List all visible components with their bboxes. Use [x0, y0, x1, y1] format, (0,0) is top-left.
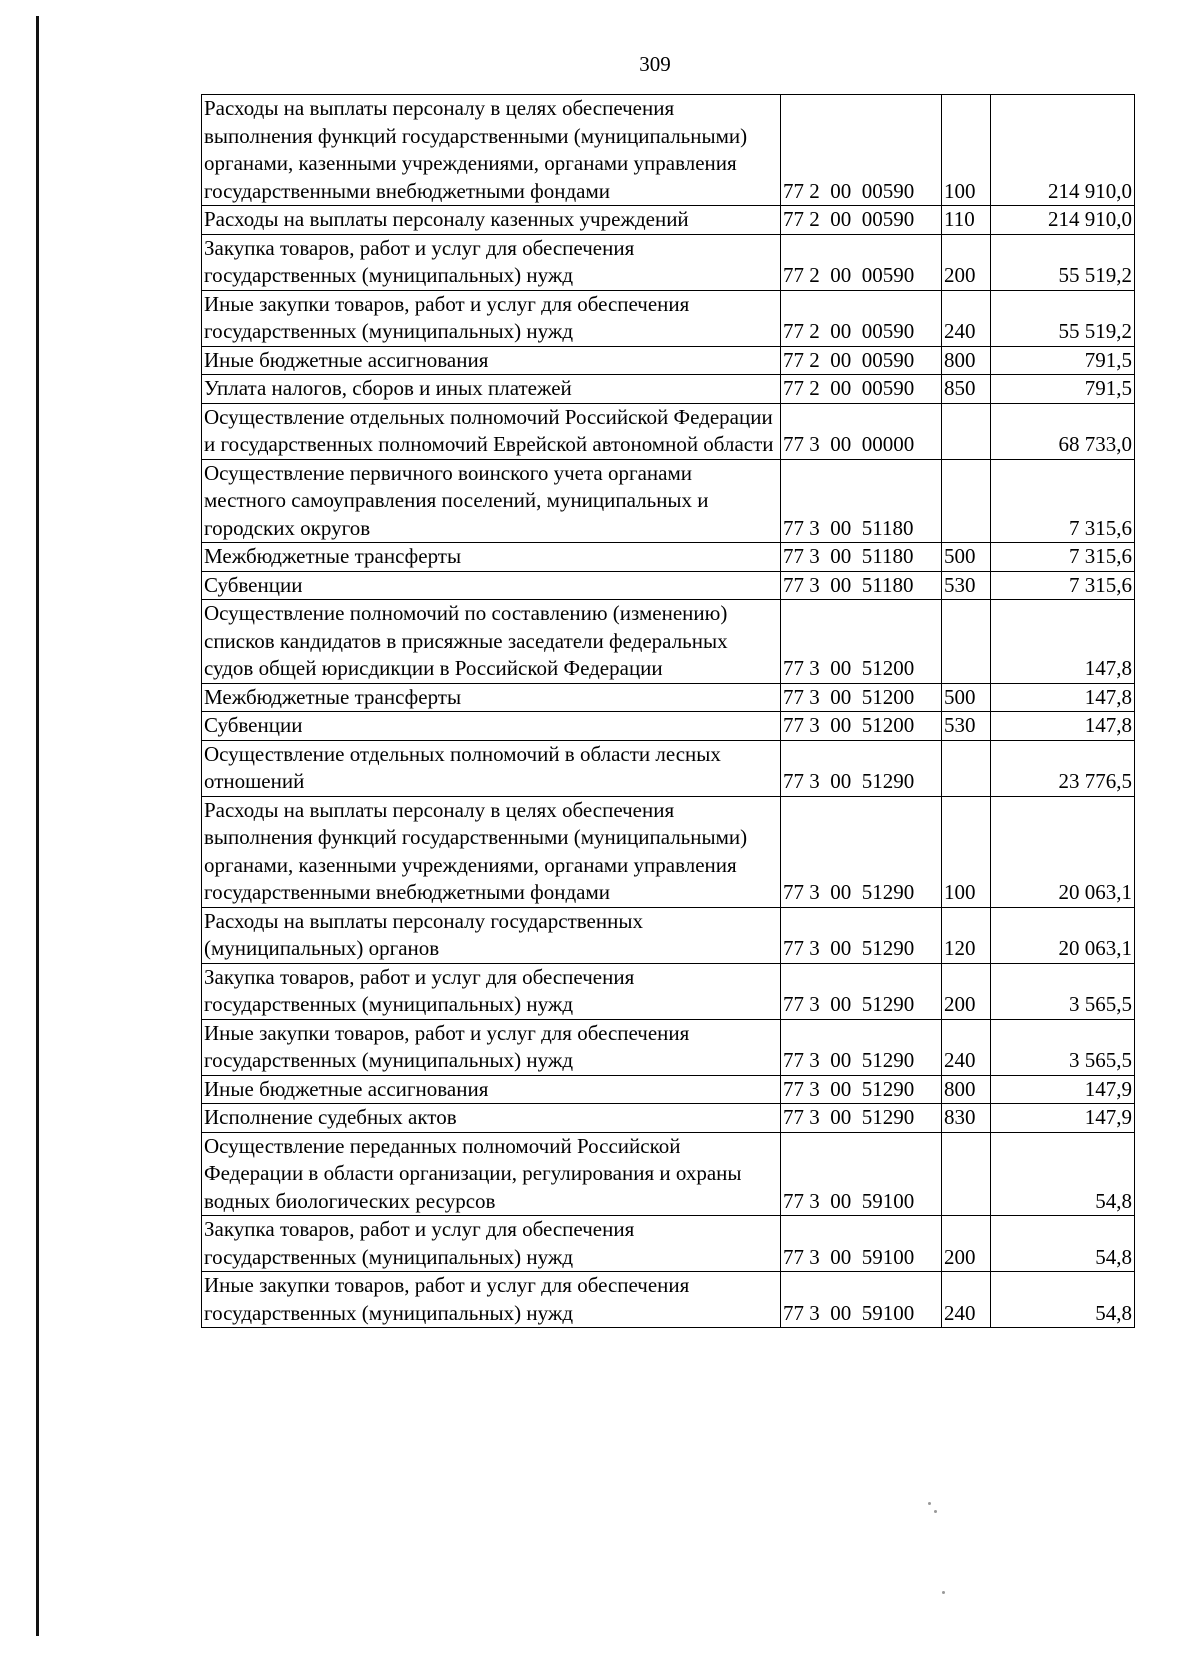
row-name-cell: Осуществление отдельных полномочий в области лесных отношений [202, 740, 781, 796]
row-name-cell: Осуществление отдельных полномочий Российской Федерации и государственных полномочий Еврейской автономной области [202, 403, 781, 459]
table-row [202, 1132, 1135, 1216]
row-sum-cell: 214 910,0 [991, 206, 1135, 235]
row-name-cell: Межбюджетные трансферты [202, 543, 781, 572]
row-name-cell: Иные закупки товаров, работ и услуг для обеспечения государственных (муниципальных) нужд [202, 1272, 781, 1328]
row-code-cell: 77 3 00 51290 [781, 1075, 942, 1104]
table-row [202, 1104, 1135, 1133]
row-sum-cell: 7 315,6 [991, 459, 1135, 543]
row-name-cell: Расходы на выплаты персоналу казенных учреждений [202, 206, 781, 235]
row-kind-cell: 240 [942, 290, 991, 346]
row-name-cell: Закупка товаров, работ и услуг для обеспечения государственных (муниципальных) нужд [202, 234, 781, 290]
row-code-cell: 77 2 00 00590 [781, 206, 942, 235]
row-name-cell: Закупка товаров, работ и услуг для обеспечения государственных (муниципальных) нужд [202, 1216, 781, 1272]
row-kind-cell: 200 [942, 963, 991, 1019]
row-code-cell: 77 3 00 51290 [781, 740, 942, 796]
row-code-cell: 77 3 00 51290 [781, 907, 942, 963]
row-name-cell: Иные закупки товаров, работ и услуг для обеспечения государственных (муниципальных) нужд [202, 290, 781, 346]
table-row [202, 1075, 1135, 1104]
row-code-cell: 77 3 00 00000 [781, 403, 942, 459]
row-sum-cell: 20 063,1 [991, 907, 1135, 963]
row-name-cell: Осуществление переданных полномочий Российской Федерации в области организации, регулирования и охраны водных биологических ресурсов [202, 1132, 781, 1216]
row-name-cell: Субвенции [202, 712, 781, 741]
table-row [202, 206, 1135, 235]
row-kind-cell: 830 [942, 1104, 991, 1133]
row-sum-cell: 791,5 [991, 375, 1135, 404]
table-row [202, 346, 1135, 375]
row-code-cell: 77 2 00 00590 [781, 95, 942, 206]
table-row [202, 571, 1135, 600]
row-sum-cell: 55 519,2 [991, 290, 1135, 346]
table-row [202, 95, 1135, 206]
row-kind-cell: 120 [942, 907, 991, 963]
table-row [202, 459, 1135, 543]
row-code-cell: 77 3 00 51290 [781, 1104, 942, 1133]
table-row [202, 1216, 1135, 1272]
table-row [202, 375, 1135, 404]
table-row [202, 600, 1135, 684]
table-row [202, 796, 1135, 907]
page-number: 309 [639, 52, 671, 76]
row-name-cell: Иные бюджетные ассигнования [202, 1075, 781, 1104]
row-code-cell: 77 3 00 51180 [781, 459, 942, 543]
row-kind-cell [942, 1132, 991, 1216]
row-name-cell: Расходы на выплаты персоналу государственных (муниципальных) органов [202, 907, 781, 963]
row-code-cell: 77 2 00 00590 [781, 375, 942, 404]
table-row [202, 740, 1135, 796]
row-name-cell: Расходы на выплаты персоналу в целях обеспечения выполнения функций государственными (муниципальными) органами, казенными учреждениями, органами управления государственными внебюджетными фондами [202, 796, 781, 907]
row-code-cell: 77 3 00 51290 [781, 796, 942, 907]
scan-speck [934, 1510, 937, 1513]
row-code-cell: 77 3 00 59100 [781, 1272, 942, 1328]
row-sum-cell: 147,8 [991, 600, 1135, 684]
row-code-cell: 77 2 00 00590 [781, 234, 942, 290]
row-code-cell: 77 3 00 51290 [781, 1019, 942, 1075]
row-code-cell: 77 3 00 51290 [781, 963, 942, 1019]
row-kind-cell [942, 459, 991, 543]
row-sum-cell: 23 776,5 [991, 740, 1135, 796]
row-sum-cell: 791,5 [991, 346, 1135, 375]
row-kind-cell [942, 600, 991, 684]
row-name-cell: Расходы на выплаты персоналу в целях обеспечения выполнения функций государственными (муниципальными) органами, казенными учреждениями, органами управления государственными внебюджетными фондами [202, 95, 781, 206]
row-kind-cell: 200 [942, 1216, 991, 1272]
table-row [202, 234, 1135, 290]
row-kind-cell: 240 [942, 1019, 991, 1075]
row-name-cell: Закупка товаров, работ и услуг для обеспечения государственных (муниципальных) нужд [202, 963, 781, 1019]
row-kind-cell: 240 [942, 1272, 991, 1328]
row-kind-cell: 800 [942, 346, 991, 375]
row-kind-cell: 530 [942, 712, 991, 741]
row-sum-cell: 147,9 [991, 1075, 1135, 1104]
row-sum-cell: 20 063,1 [991, 796, 1135, 907]
row-kind-cell: 110 [942, 206, 991, 235]
row-sum-cell: 54,8 [991, 1216, 1135, 1272]
table-row [202, 543, 1135, 572]
row-kind-cell: 200 [942, 234, 991, 290]
budget-table-body [202, 95, 1135, 1328]
row-sum-cell: 7 315,6 [991, 571, 1135, 600]
row-kind-cell: 100 [942, 796, 991, 907]
budget-table [201, 94, 1135, 1328]
row-sum-cell: 7 315,6 [991, 543, 1135, 572]
row-name-cell: Иные бюджетные ассигнования [202, 346, 781, 375]
scan-edge-line [36, 16, 39, 1636]
row-kind-cell [942, 403, 991, 459]
row-sum-cell: 54,8 [991, 1272, 1135, 1328]
row-sum-cell: 68 733,0 [991, 403, 1135, 459]
row-sum-cell: 147,8 [991, 683, 1135, 712]
row-code-cell: 77 3 00 51200 [781, 683, 942, 712]
row-sum-cell: 3 565,5 [991, 1019, 1135, 1075]
row-kind-cell: 500 [942, 683, 991, 712]
row-code-cell: 77 3 00 51200 [781, 600, 942, 684]
row-code-cell: 77 3 00 51180 [781, 543, 942, 572]
row-code-cell: 77 2 00 00590 [781, 290, 942, 346]
row-code-cell: 77 3 00 51200 [781, 712, 942, 741]
row-kind-cell: 850 [942, 375, 991, 404]
row-code-cell: 77 3 00 51180 [781, 571, 942, 600]
row-code-cell: 77 2 00 00590 [781, 346, 942, 375]
row-sum-cell: 54,8 [991, 1132, 1135, 1216]
table-row [202, 907, 1135, 963]
scan-speck [928, 1502, 931, 1505]
table-row [202, 290, 1135, 346]
row-kind-cell [942, 740, 991, 796]
row-name-cell: Субвенции [202, 571, 781, 600]
row-sum-cell: 147,8 [991, 712, 1135, 741]
table-row [202, 712, 1135, 741]
row-code-cell: 77 3 00 59100 [781, 1132, 942, 1216]
row-kind-cell: 530 [942, 571, 991, 600]
row-name-cell: Исполнение судебных актов [202, 1104, 781, 1133]
table-row [202, 683, 1135, 712]
row-name-cell: Осуществление первичного воинского учета органами местного самоуправления поселений, муниципальных и городских округов [202, 459, 781, 543]
row-code-cell: 77 3 00 59100 [781, 1216, 942, 1272]
row-sum-cell: 3 565,5 [991, 963, 1135, 1019]
table-row [202, 1019, 1135, 1075]
row-sum-cell: 55 519,2 [991, 234, 1135, 290]
row-kind-cell: 800 [942, 1075, 991, 1104]
scan-speck [942, 1591, 945, 1594]
row-name-cell: Иные закупки товаров, работ и услуг для обеспечения государственных (муниципальных) нужд [202, 1019, 781, 1075]
table-row [202, 1272, 1135, 1328]
row-sum-cell: 147,9 [991, 1104, 1135, 1133]
table-row [202, 963, 1135, 1019]
row-name-cell: Осуществление полномочий по составлению (изменению) списков кандидатов в присяжные заседатели федеральных судов общей юрисдикции в Российской Федерации [202, 600, 781, 684]
row-kind-cell: 500 [942, 543, 991, 572]
table-row [202, 403, 1135, 459]
row-name-cell: Межбюджетные трансферты [202, 683, 781, 712]
row-sum-cell: 214 910,0 [991, 95, 1135, 206]
row-kind-cell: 100 [942, 95, 991, 206]
row-name-cell: Уплата налогов, сборов и иных платежей [202, 375, 781, 404]
